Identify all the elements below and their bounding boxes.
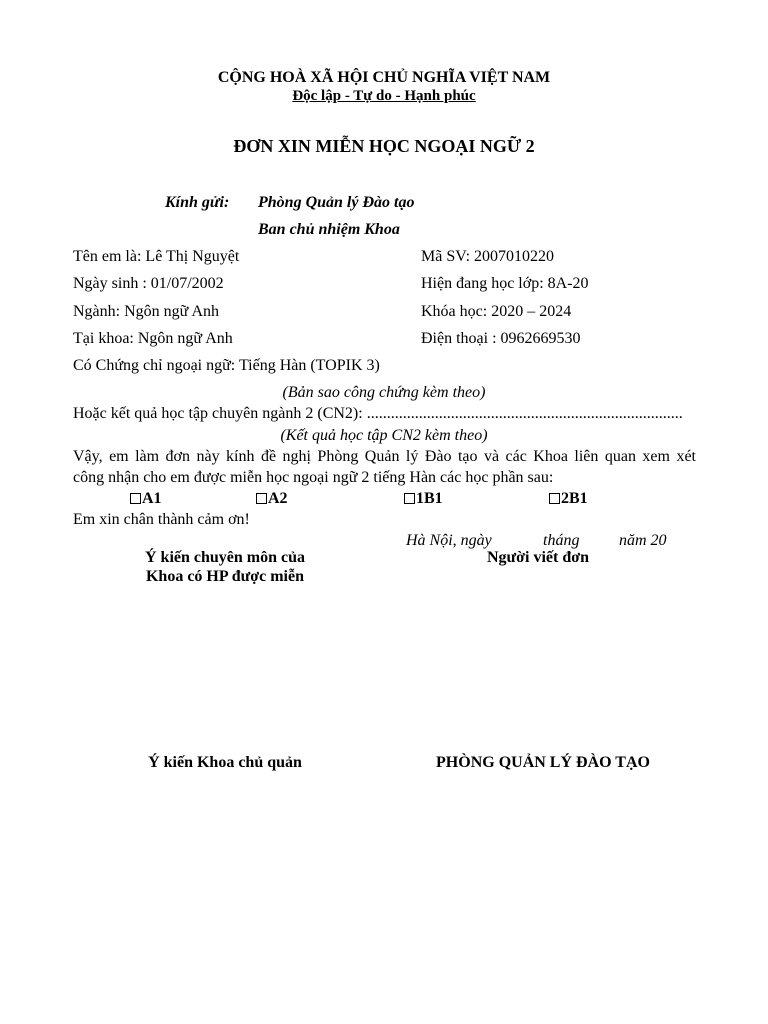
student-name: Tên em là: Lê Thị Nguyệt [73,248,240,265]
option-1b1[interactable] [404,491,443,507]
checkbox-icon [404,493,415,504]
checkbox-icon [549,493,560,504]
date-year: năm 20 [619,532,667,549]
student-id: Mã SV: 2007010220 [421,248,555,265]
option-label: A1 [142,490,162,507]
cn2-result-line: Hoặc kết quả học tập chuyên ngành 2 (CN2): ............................................................................... [73,405,683,422]
option-a2[interactable] [256,491,288,507]
checkbox-icon [130,493,141,504]
motto: Độc lập - Tự do - Hạnh phúc [292,88,476,104]
course-years: Khóa học: 2020 – 2024 [421,303,572,320]
option-label: A2 [268,490,288,507]
recipient-line-2: Ban chủ nhiệm Khoa [258,221,400,238]
major: Ngành: Ngôn ngữ Anh [73,303,219,320]
date-month: tháng [543,532,580,549]
managing-faculty-opinion: Ý kiến Khoa chủ quản [148,754,302,771]
training-office-label: PHÒNG QUẢN LÝ ĐÀO TẠO [436,754,650,771]
option-label: 1B1 [416,490,443,507]
recipient-label: Kính gửi: [165,194,230,211]
request-line-2: công nhận cho em được miễn học ngoại ngữ 2 tiếng Hàn các học phần sau: [73,469,554,486]
date-place: Hà Nội, ngày [406,532,492,549]
current-class: Hiện đang học lớp: 8A-20 [421,275,589,292]
specialist-opinion-line-2: Khoa có HP được miễn [145,568,304,585]
checkbox-icon [256,493,267,504]
cn2-attached-note: (Kết quả học tập CN2 kèm theo) [280,427,488,444]
phone-number: Điện thoại : 0962669530 [421,330,581,347]
applicant-signature-label: Người viết đơn [487,549,589,566]
request-line-1: Vậy, em làm đơn này kính đề nghị Phòng Quản lý Đào tạo và các Khoa liên quan xem xét [73,448,696,465]
document-title: ĐƠN XIN MIỄN HỌC NGOẠI NGỮ 2 [233,136,535,156]
recipient-line-1: Phòng Quản lý Đào tạo [258,194,415,211]
language-certificate: Có Chứng chỉ ngoại ngữ: Tiếng Hàn (TOPIK 3) [73,357,380,374]
option-2b1[interactable] [549,491,588,507]
notarized-note: (Bản sao công chứng kèm theo) [282,384,486,401]
specialist-opinion-line-1: Ý kiến chuyên môn của [144,549,306,566]
thanks-line: Em xin chân thành cảm ơn! [73,511,250,528]
option-label: 2B1 [561,490,588,507]
date-of-birth: Ngày sinh : 01/07/2002 [73,275,224,292]
faculty: Tại khoa: Ngôn ngữ Anh [73,330,233,347]
option-a1[interactable] [130,491,162,507]
country-header: CỘNG HOÀ XÃ HỘI CHỦ NGHĨA VIỆT NAM [217,69,551,86]
